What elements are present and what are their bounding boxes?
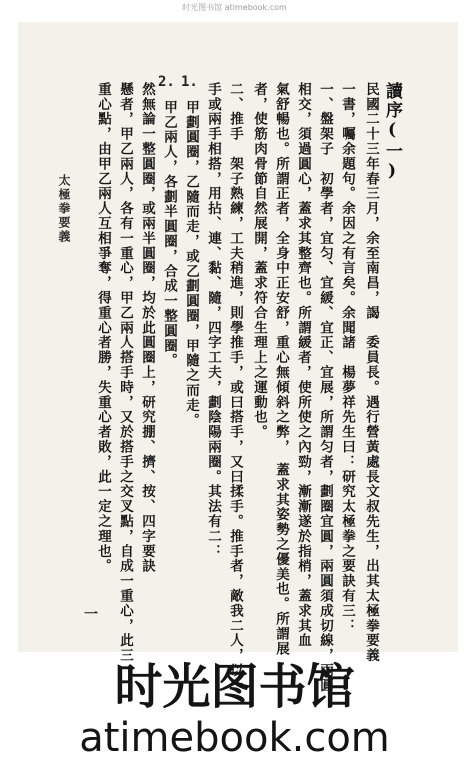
text-column-7: 二、推手 架子熟練，工夫稍進，則學推手，或曰搭手，又曰揉手。推手者，敵我二人，以一: [227, 82, 243, 693]
text-column-13: 重心點，由甲乙兩人互相爭奪，得重心者勝，失重心者敗，此一定之理也。: [95, 82, 111, 574]
text-column-2: 一書，囑余題句。余因之有言矣。余聞諸 楊夢祥先生曰：研究太極拳之要訣有三：: [339, 82, 355, 634]
text-column-8: 手或兩手相搭，用拈、連、黏、隨，四字工夫，劃陰陽兩圈。其法有二：: [205, 82, 221, 559]
watermark-title: 时光图书馆: [114, 659, 355, 715]
text-column-9: 甲劃圓圈，乙隨而走，或乙劃圓圈，甲隨之而走。: [183, 100, 199, 428]
text-column-6: 者，使筋肉骨節自然展開，蓋求符合生理上之運動也。: [251, 82, 267, 440]
item-marker-2: 2.: [158, 74, 175, 90]
page-title: 讀序(一): [382, 82, 402, 183]
site-caption: 时光图书馆 atimebook.com: [182, 3, 287, 12]
text-column-1: 民國二十三年春三月，余至南昌，謁 委員長。遇行營黃處長文叔先生，出其太極拳要義: [363, 82, 379, 664]
item-marker-1: 1.: [181, 74, 198, 90]
text-column-10: 甲乙兩人，各劃半圓圈，合成一整圓圈。: [161, 100, 177, 369]
page-number: 一: [84, 607, 98, 623]
text-column-11: 然無論一整圓圈，或兩半圓圈，均於此圓圈上，研究掤、擠、按、四字要訣: [139, 82, 155, 574]
text-column-5: 氣舒暢也。所謂正者，全身中正安舒，重心無傾斜之弊， 蓋求其姿勢之優美也。所謂展: [273, 82, 289, 657]
watermark-url: atimebook.com: [79, 715, 390, 761]
text-column-12: 懸者，甲乙兩人，各有一重心，甲乙兩人搭手時，又於搭手之交叉點，自成一重心，此三: [117, 82, 133, 664]
text-column-4: 相交，須過圓心，蓋求其整齊也。所謂緩者，使所使之內勁，漸漸遂於指梢，蓋求其血: [295, 82, 311, 649]
text-column-3: 一、盤架子 初學者，宜匀、宜緩、宜正、宜展，所謂匀者，劃圈宜圓，兩圓須成切線，兩圓: [317, 82, 333, 693]
book-title-margin: 太極拳要義: [57, 174, 71, 244]
